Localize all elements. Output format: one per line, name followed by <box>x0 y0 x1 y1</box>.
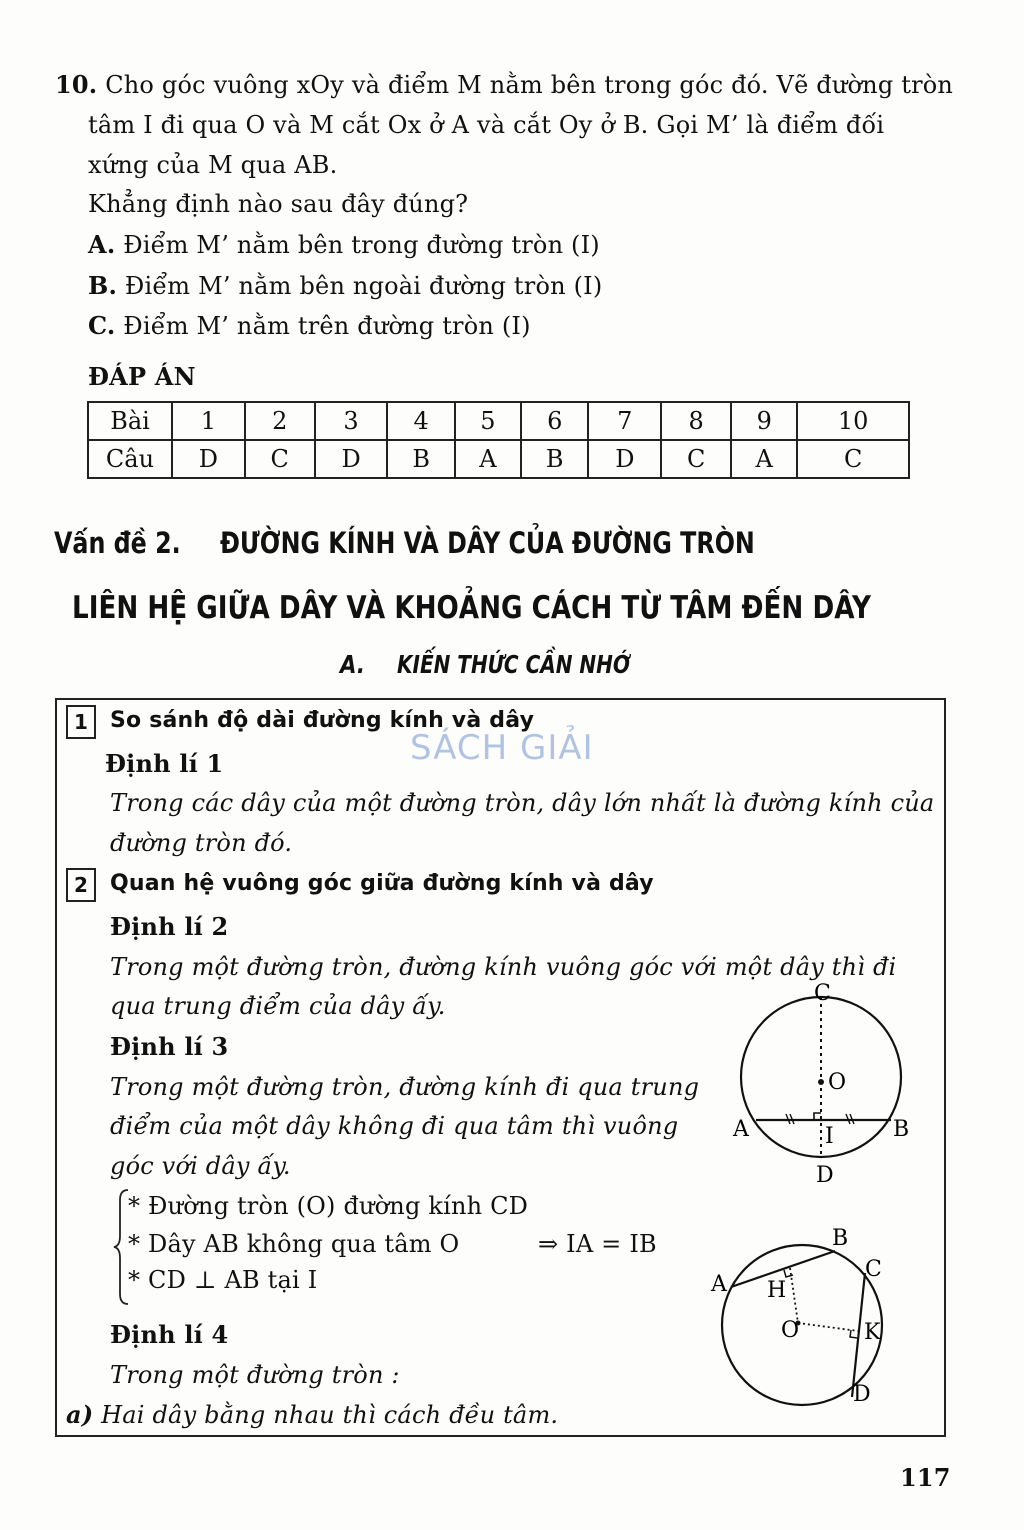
theorem-3-title: Định lí 3 <box>110 1032 229 1061</box>
table-cell: B <box>387 440 454 478</box>
table-row <box>88 402 909 440</box>
label-c: C <box>865 1257 882 1282</box>
page-number: 117 <box>900 1463 951 1492</box>
label-b: B <box>893 1117 910 1142</box>
problem-10-line2: tâm I đi qua O và M cắt Ox ở A và cắt Oy ở B. Gọi M’ là điểm đối <box>88 111 885 139</box>
subtitle: KIẾN THỨC CẦN NHỚ <box>397 650 630 679</box>
option-b: B. Điểm M’ nằm bên ngoài đường tròn (I) <box>88 271 603 300</box>
theorem-2-line2: qua trung điểm của dây ấy. <box>110 992 446 1020</box>
condition-1: * Đường tròn (O) đường kính CD <box>128 1192 529 1220</box>
theorem-3-line3: góc với dây ấy. <box>110 1152 291 1180</box>
label-o: O <box>781 1318 800 1343</box>
table-cell: 10 <box>797 402 909 440</box>
table-cell: 9 <box>731 402 797 440</box>
theorem-3-line1: Trong một đường tròn, đường kính đi qua trung <box>110 1073 700 1101</box>
table-cell: 8 <box>661 402 731 440</box>
table-cell: 4 <box>387 402 454 440</box>
section-title-2: LIÊN HỆ GIỮA DÂY VÀ KHOẢNG CÁCH TỪ TÂM ĐẾN DÂY <box>72 590 871 626</box>
theorem-2-line1: Trong một đường tròn, đường kính vuông góc với một dây thì đi <box>110 953 897 981</box>
table-cell: 3 <box>315 402 388 440</box>
theorem-3-line2: điểm của một dây không đi qua tâm thì vuông <box>110 1112 679 1140</box>
table-cell: D <box>315 440 388 478</box>
answer-table <box>87 401 910 479</box>
problem-10-line3: xứng của M qua AB. <box>88 151 338 179</box>
table-cell: Bài <box>88 402 172 440</box>
label-o: O <box>828 1070 847 1095</box>
problem-10-question: Khẳng định nào sau đây đúng? <box>88 190 469 218</box>
table-cell: A <box>731 440 797 478</box>
condition-2: * Dây AB không qua tâm O <box>128 1230 460 1258</box>
table-cell: 2 <box>245 402 315 440</box>
table-cell: C <box>245 440 315 478</box>
label-c: C <box>814 981 831 1006</box>
table-cell: 1 <box>172 402 245 440</box>
theorem-4-title: Định lí 4 <box>110 1320 229 1349</box>
theorem-1-line1: Trong các dây của một đường tròn, dây lớn nhất là đường kính của <box>110 789 935 817</box>
figure-chords-distances <box>705 1225 930 1410</box>
label-d: D <box>816 1163 834 1188</box>
label-h: H <box>767 1278 787 1303</box>
label-d: D <box>853 1382 871 1407</box>
section-prefix: Vấn đề 2. <box>54 526 181 560</box>
table-cell: D <box>172 440 245 478</box>
label-a: A <box>733 1117 749 1142</box>
problem-number: 10. <box>55 70 98 99</box>
answer-key-title: ĐÁP ÁN <box>88 362 196 391</box>
figure-diameter-chord <box>730 978 930 1188</box>
table-cell: 5 <box>455 402 521 440</box>
label-a: A <box>711 1272 727 1297</box>
problem-10-line1: 10. Cho góc vuông xOy và điểm M nằm bên trong góc đó. Vẽ đường tròn <box>55 70 954 99</box>
segment-ok <box>798 1323 858 1331</box>
theorem-4-line1: Trong một đường tròn : <box>110 1361 400 1389</box>
label-b: B <box>832 1226 849 1251</box>
table-cell: B <box>521 440 588 478</box>
item-1-title: So sánh độ dài đường kính và dây <box>110 708 535 733</box>
item-2-title: Quan hệ vuông góc giữa đường kính và dây <box>110 871 654 896</box>
label-k: K <box>864 1320 881 1345</box>
table-cell: D <box>588 440 661 478</box>
theorem-1-title: Định lí 1 <box>105 749 224 778</box>
section-title-1: ĐƯỜNG KÍNH VÀ DÂY CỦA ĐƯỜNG TRÒN <box>220 526 755 560</box>
table-cell: 7 <box>588 402 661 440</box>
table-cell: Câu <box>88 440 172 478</box>
table-cell: C <box>797 440 909 478</box>
table-row <box>88 440 909 478</box>
subtitle-letter: A. <box>340 650 365 679</box>
conclusion: ⇒ IA = IB <box>538 1230 657 1258</box>
table-cell: C <box>661 440 731 478</box>
label-i: I <box>825 1124 834 1149</box>
option-c: C. Điểm M’ nằm trên đường tròn (I) <box>88 311 531 340</box>
item-1-number: 1 <box>66 705 96 739</box>
watermark: SÁCH GIẢI <box>410 728 594 768</box>
circle-shape <box>722 1245 882 1405</box>
option-a: A. Điểm M’ nằm bên trong đường tròn (I) <box>88 230 600 259</box>
item-2-number: 2 <box>66 868 96 902</box>
theorem-2-title: Định lí 2 <box>110 912 229 941</box>
table-cell: A <box>455 440 521 478</box>
theorem-1-line2: đường tròn đó. <box>110 829 293 857</box>
theorem-4-item-a: a) Hai dây bằng nhau thì cách đều tâm. <box>66 1400 559 1429</box>
condition-3: * CD ⊥ AB tại I <box>128 1266 318 1294</box>
table-cell: 6 <box>521 402 588 440</box>
